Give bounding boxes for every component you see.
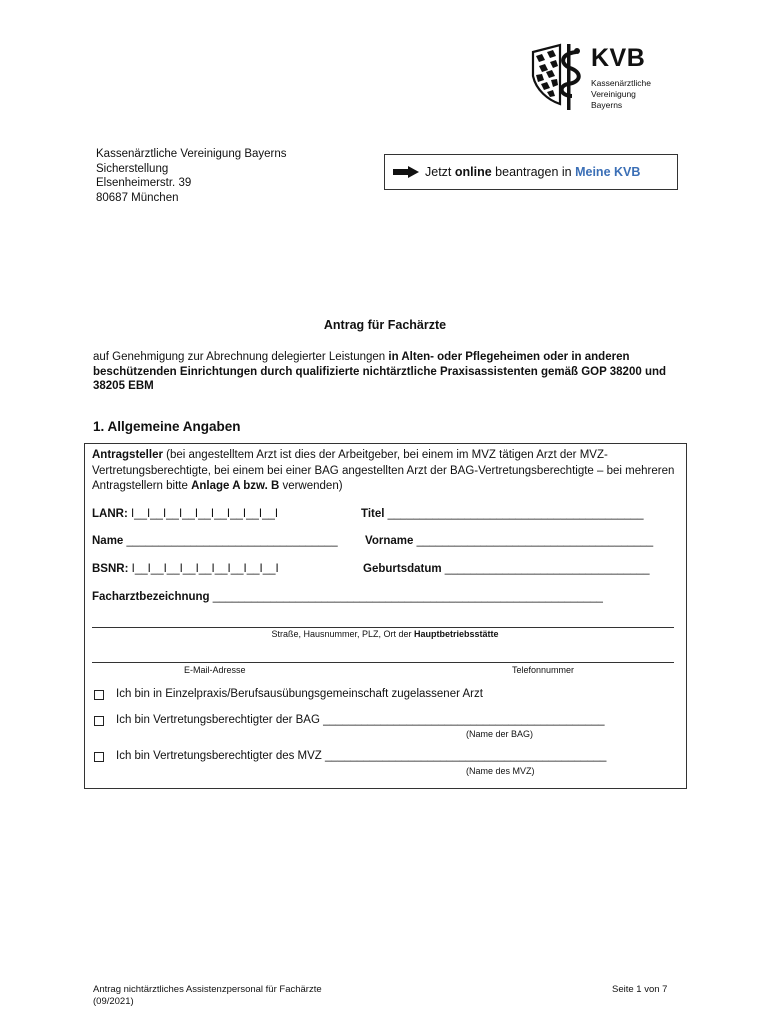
address-caption-text: Straße, Hausnummer, PLZ, Ort der <box>271 629 415 639</box>
address-caption-bold: Hauptbetriebsstätte <box>414 629 499 639</box>
checkbox-bag-field[interactable] <box>116 714 605 726</box>
form-box <box>84 443 687 789</box>
name-field[interactable] <box>92 535 338 547</box>
kvb-logo <box>530 42 680 112</box>
footer-left <box>93 984 322 1008</box>
checkbox-mvz[interactable] <box>94 752 104 762</box>
mvz-name-input[interactable]: ____________________________________________ <box>325 750 607 762</box>
bsnr-field[interactable] <box>92 563 279 575</box>
logo-subtitle <box>591 78 651 111</box>
bag-name-caption: (Name der BAG) <box>466 729 534 739</box>
online-application-box[interactable] <box>384 154 678 190</box>
arrow-right-icon <box>393 166 419 178</box>
name-label: Name <box>92 535 124 547</box>
checkbox-mvz-label: Ich bin Vertretungsberechtigter des MVZ <box>116 750 322 762</box>
geburtsdatum-field[interactable] <box>363 563 649 575</box>
antragsteller-label: Antragsteller <box>92 449 163 461</box>
footer-document-name: Antrag nichtärztliches Assistenzpersonal für Fachärzte <box>93 984 322 995</box>
bsnr-input[interactable]: I__I__I__I__I__I__I__I__I__I <box>131 563 279 575</box>
facharzt-label: Facharztbezeichnung <box>92 591 210 603</box>
antragsteller-text-bold: Anlage A bzw. B <box>191 480 280 492</box>
recipient-address <box>96 147 287 205</box>
checkbox-einzelpraxis[interactable] <box>94 690 104 700</box>
address-line: Sicherstellung <box>96 162 169 175</box>
document-title: Antrag für Fachärzte <box>323 318 447 332</box>
online-text: Jetzt <box>425 165 455 179</box>
logo-subtitle-line: Vereinigung <box>591 89 636 99</box>
kvb-logo-mark-icon <box>530 42 588 112</box>
geburtsdatum-label: Geburtsdatum <box>363 563 442 575</box>
checkbox-mvz-field[interactable] <box>116 750 606 762</box>
titel-field[interactable] <box>361 508 643 520</box>
address-line: 80687 München <box>96 191 179 204</box>
checkbox-einzelpraxis-label: Ich bin in Einzelpraxis/Berufsausübungsgemeinschaft zugelassener Arzt <box>116 688 483 700</box>
vorname-field[interactable] <box>365 535 653 547</box>
lanr-label: LANR: <box>92 508 128 520</box>
mvz-name-caption: (Name des MVZ) <box>466 766 535 776</box>
geburtsdatum-input[interactable]: ________________________________ <box>444 563 650 575</box>
address-input-line[interactable] <box>92 627 674 628</box>
facharzt-input[interactable]: _____________________________________________________________ <box>212 591 603 603</box>
bsnr-label: BSNR: <box>92 563 129 575</box>
online-text-bold: online <box>454 165 492 179</box>
logo-title: KVB <box>591 44 646 72</box>
vorname-input[interactable]: _____________________________________ <box>416 535 654 547</box>
meine-kvb-link[interactable]: Meine KVB <box>575 165 641 179</box>
antragsteller-paragraph <box>92 448 682 495</box>
online-text: beantragen in <box>491 165 576 179</box>
vorname-label: Vorname <box>365 535 414 547</box>
titel-label: Titel <box>361 508 385 520</box>
titel-input[interactable]: ________________________________________ <box>387 508 644 520</box>
section-heading: 1. Allgemeine Angaben <box>93 419 241 434</box>
intro-text: auf Genehmigung zur Abrechnung delegierter Leistungen <box>93 351 389 363</box>
intro-text-bold: in Alten- oder Pflegeheimen oder in anderen beschützenden Einrichtungen durch qualifizierte nichtärztliche Praxisassistenten gemäß GOP 38200 und 38205 EBM <box>93 351 667 392</box>
lanr-input[interactable]: I__I__I__I__I__I__I__I__I__I <box>130 508 279 520</box>
lanr-field[interactable] <box>92 508 278 520</box>
logo-subtitle-line: Bayerns <box>591 100 623 110</box>
address-line: Elsenheimerstr. 39 <box>96 177 192 189</box>
antragsteller-text: verwenden) <box>279 480 343 492</box>
logo-subtitle-line: Kassenärztliche <box>591 78 652 88</box>
antragsteller-text: (bei angestelltem Arzt ist dies der Arbeitgeber, bei einem im MVZ tätigen Arzt der MVZ-Vertretungsberechtigte, bei einem bei einer BAG angestellten Arzt der BAG-Vertretungsberechtigte – bei mehreren Antragstellern bitte <box>92 449 675 492</box>
checkbox-bag-label: Ich bin Vertretungsberechtigter der BAG <box>116 714 320 726</box>
bag-name-input[interactable]: ____________________________________________ <box>323 714 605 726</box>
checkbox-bag[interactable] <box>94 716 104 726</box>
address-line: Kassenärztliche Vereinigung Bayerns <box>96 148 287 160</box>
phone-caption: Telefonnummer <box>512 665 575 675</box>
email-phone-input-line[interactable] <box>92 662 674 663</box>
name-input[interactable]: _________________________________ <box>126 535 338 547</box>
footer-page-number: Seite 1 von 7 <box>612 984 668 995</box>
facharzt-field[interactable] <box>92 591 603 603</box>
address-caption <box>0 629 770 639</box>
intro-paragraph <box>93 350 693 394</box>
email-caption: E-Mail-Adresse <box>184 665 246 675</box>
footer-version: (09/2021) <box>93 996 134 1007</box>
